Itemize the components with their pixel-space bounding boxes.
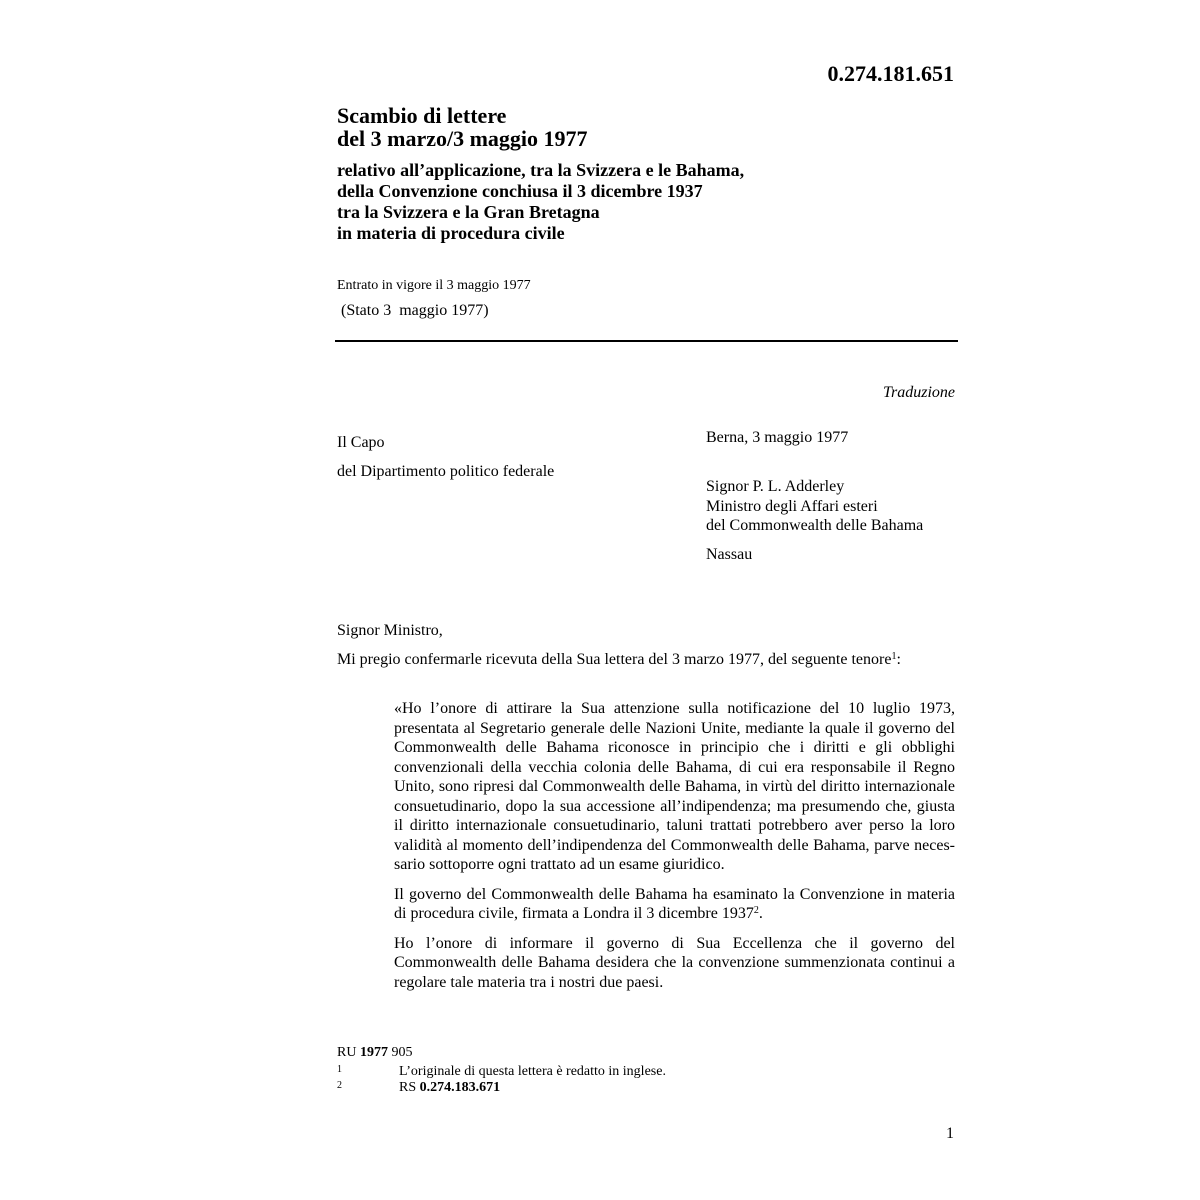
official-reference-year: 1977: [359, 1045, 388, 1060]
footnote-prefix: RS: [399, 1080, 417, 1095]
translation-label: Traduzione: [882, 384, 955, 401]
quote-paragraph-end: .: [758, 905, 763, 922]
footnote-ref: 1: [891, 651, 897, 662]
document-subtitle: [337, 160, 957, 244]
addressee-line: del Commonwealth delle Bahama: [706, 517, 924, 534]
intro-text: Mi pregio confermarle ricevuta della Sua lettera del 3 marzo 1977, del seguente tenore: [337, 651, 892, 668]
sender-line: Il Capo: [337, 434, 385, 451]
place-date: Berna, 3 maggio 1977: [706, 429, 849, 446]
official-reference: [337, 1044, 412, 1062]
quote-paragraph: «Ho l’onore di attirare la Sua attenzione sulla notificazione del 10 luglio 1973, presentata al Segretario generale delle Nazioni Unite, mediante la quale il governo del Commonwealth delle Bahama riconosce in principio che i diritti e gli obblighi convenzionali della vecchia colonia delle Bahama, di cui era responsabile il Regno Unito, sono ripresi dal Commonwealth delle Bahama, in virtù del diritto internazionale consuetudinario, dopo la sua accessione all’indipendenza; ma presumendo che, giusta il diritto internazionale consuetudinario, taluni trattati potrebbero aver perso la loro validità al momento dell’indipendenza del Commonwealth delle Bahama, parve necessario sottoporre ogni trattato ad un esame giuridico.: [394, 700, 955, 873]
footnote: [337, 1080, 666, 1096]
subtitle-line: tra la Svizzera e la Gran Bretagna: [337, 202, 600, 222]
subtitle-line: relativo all’applicazione, tra la Svizzera e le Bahama,: [337, 160, 745, 180]
footnote-text: [399, 1080, 500, 1096]
addressee-line: Ministro degli Affari esteri: [706, 497, 878, 515]
entry-into-force: Entrato in vigore il 3 maggio 1977: [337, 278, 531, 293]
status-date: (Stato 3 maggio 1977): [341, 302, 489, 319]
quote-paragraph: Ho l’onore di informare il governo di Sua Eccellenza che il governo del Commonwealth delle Bahama desidera che la convenzione summenzionata continui a regolare tale materia tra i nostri due paesi.: [394, 934, 955, 991]
intro-trailing: :: [896, 651, 901, 668]
quote-paragraph-text: Il governo del Commonwealth delle Bahama ha esaminato la Convenzione in materia di procedura civile, firmata a Londra il 3 dicembre 1937: [394, 885, 955, 922]
addressee-block: [706, 477, 923, 536]
footnote-text: L’originale di questa lettera è redatto in inglese.: [399, 1064, 666, 1079]
subtitle-line: della Convenzione conchiusa il 3 dicembre 1937: [337, 181, 703, 201]
footnote-ref-number: 0.274.183.671: [419, 1080, 501, 1095]
footnote-number: 1: [337, 1064, 342, 1075]
title-line: del 3 marzo/3 maggio 1977: [337, 126, 588, 151]
quoted-letter: [394, 699, 955, 1002]
sender-line: del Dipartimento politico federale: [337, 463, 555, 480]
salutation: Signor Ministro,: [337, 622, 443, 639]
addressee-city: Nassau: [706, 546, 753, 563]
footnotes: [337, 1064, 666, 1096]
intro-paragraph: [337, 650, 955, 670]
horizontal-divider: [335, 340, 958, 342]
footnote-number: 2: [337, 1080, 342, 1091]
sender-block: [337, 428, 554, 486]
document-title: [337, 104, 957, 150]
page-number: 1: [946, 1125, 954, 1142]
footnote: [337, 1064, 666, 1080]
addressee-line: Signor P. L. Adderley: [706, 478, 845, 495]
sr-number: 0.274.181.651: [827, 61, 954, 86]
subtitle-line: in materia di procedura civile: [337, 223, 565, 243]
title-line: Scambio di lettere: [337, 103, 507, 128]
official-reference-page: 905: [391, 1045, 413, 1060]
official-reference-prefix: RU: [337, 1045, 357, 1060]
footnote-ref: 2: [753, 905, 759, 916]
quote-paragraph: [394, 885, 955, 924]
